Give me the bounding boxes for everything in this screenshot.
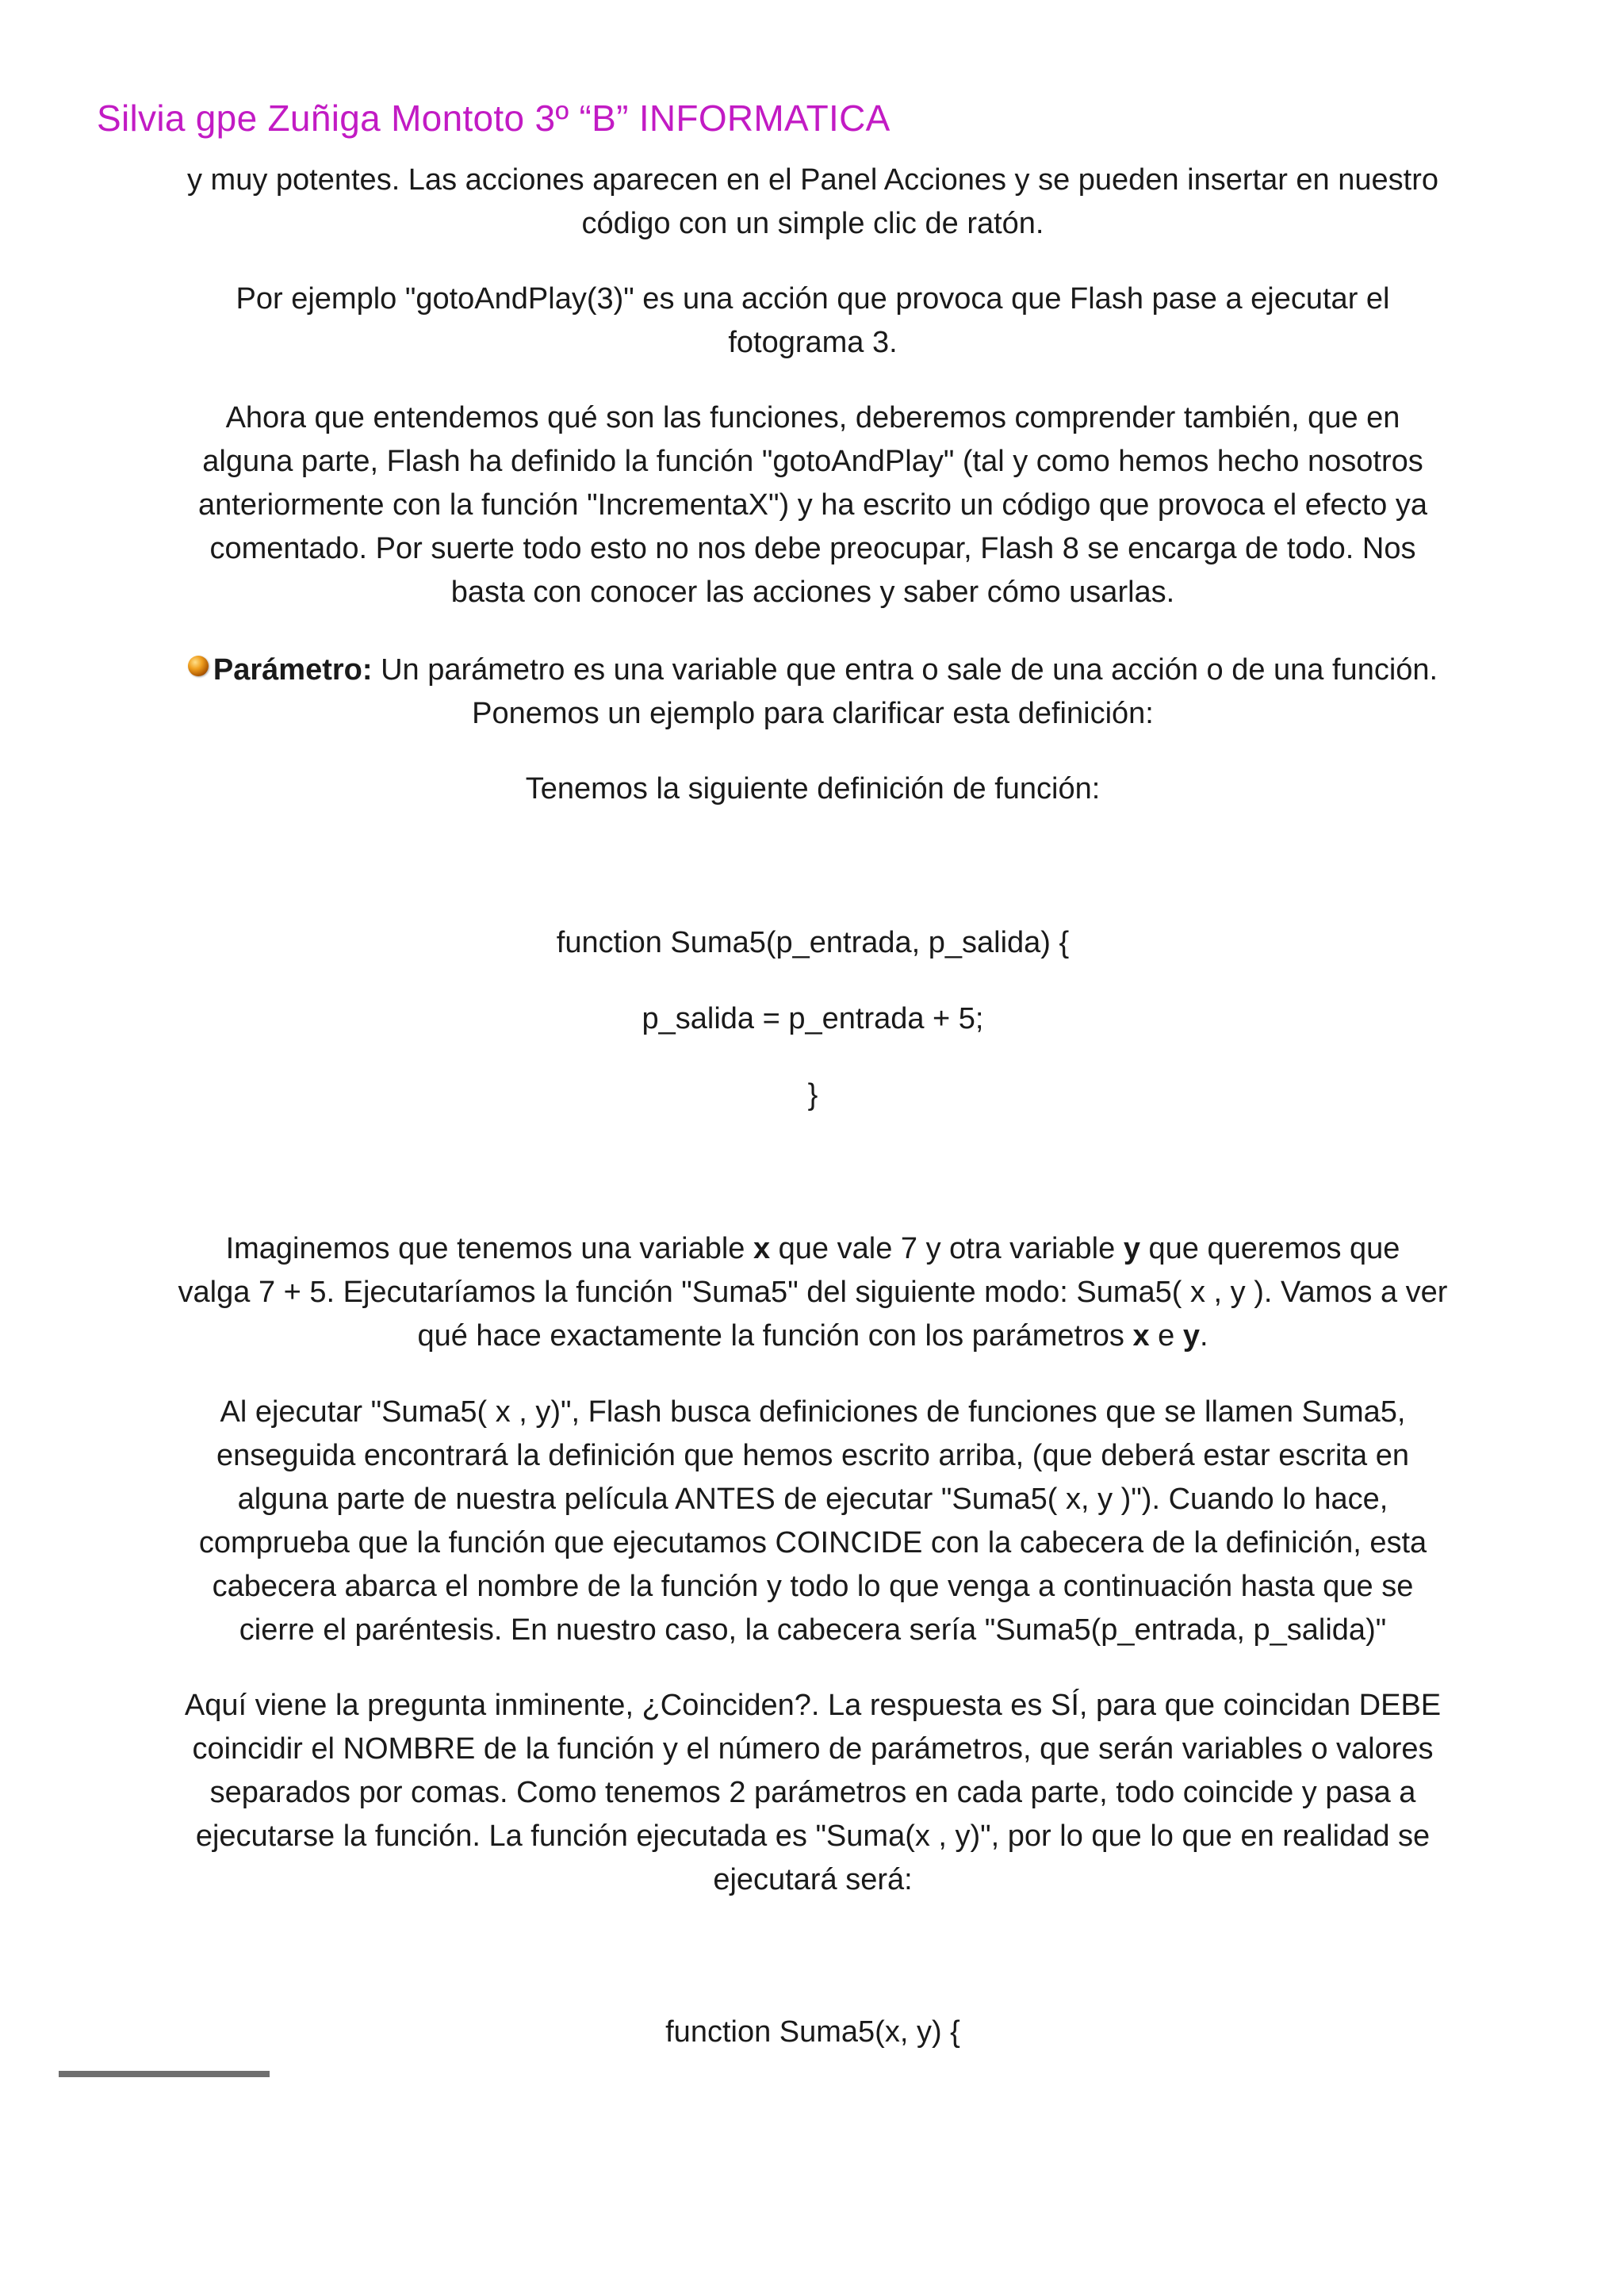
text-line: Aquí viene la pregunta inminente, ¿Coinciden?. La respuesta es SÍ, para que coincidan DEBE: [184, 1689, 1442, 1722]
text-line: alguna parte de nuestra película ANTES de ejecutar "Suma5( x, y )"). Cuando lo hace,: [237, 1483, 1388, 1516]
text-line: alguna parte, Flash ha definido la función "gotoAndPlay" (tal y como hemos hecho nosotros: [202, 445, 1423, 478]
footer-divider: [59, 2071, 270, 2077]
text-line: comprueba que la función que ejecutamos COINCIDE con la cabecera de la definición, esta: [198, 1526, 1427, 1559]
page-header: Silvia gpe Zuñiga Montoto 3º “B” INFORMATICA: [97, 98, 891, 139]
paragraph-imagine: [119, 1227, 1507, 1358]
text-line: comentado. Por suerte todo esto no nos debe preocupar, Flash 8 se encarga de todo. Nos: [209, 532, 1416, 565]
variable-y: y: [1182, 1319, 1200, 1353]
text-line: y muy potentes. Las acciones aparecen en el Panel Acciones y se pueden insertar en nuestro: [187, 163, 1438, 197]
text-line: cierre el paréntesis. En nuestro caso, la cabecera sería "Suma5(p_entrada, p_salida)": [239, 1613, 1387, 1647]
paragraph-definition-intro: [119, 767, 1507, 811]
text-segment: .: [1199, 1319, 1208, 1353]
text-line: enseguida encontrará la definición que hemos escrito arriba, (que deberá estar escrita en: [216, 1439, 1409, 1472]
code-line: [119, 997, 1507, 1041]
paragraph-question: [119, 1684, 1507, 1902]
variable-x: x: [1132, 1319, 1150, 1353]
paragraph-execution: [119, 1391, 1507, 1652]
term-parametro: Parámetro:: [213, 653, 373, 687]
text-segment: qué hace exactamente la función con los parámetros: [417, 1319, 1133, 1353]
text-line: Tenemos la siguiente definición de función:: [525, 772, 1101, 806]
code-text: function Suma5(p_entrada, p_salida) {: [556, 926, 1070, 959]
paragraph-functions: [119, 396, 1507, 614]
text-line: cabecera abarca el nombre de la función y todo lo que venga a continuación hasta que se: [212, 1570, 1414, 1603]
text-line: anteriormente con la función "IncrementaX") y ha escrito un código que provoca el efecto ya: [198, 488, 1427, 522]
code-text: }: [807, 1078, 818, 1112]
text-line: ejecutarse la función. La función ejecutada es "Suma(x , y)", por lo que lo que en realidad se: [195, 1820, 1431, 1853]
paragraph-example: [119, 277, 1507, 365]
text-line: Ponemos un ejemplo para clarificar esta definición:: [472, 697, 1154, 730]
text-line: [119, 1314, 1507, 1358]
text-line: Ahora que entendemos qué son las funciones, deberemos comprender también, que en: [225, 401, 1400, 434]
text-line: ejecutará será:: [713, 1863, 913, 1896]
code-line: [119, 1073, 1507, 1117]
text-line: valga 7 + 5. Ejecutaríamos la función "Suma5" del siguiente modo: Suma5( x , y ). Vamos a ver: [178, 1276, 1448, 1309]
text-segment: que queremos que: [1139, 1232, 1400, 1265]
paragraph-actions: [119, 159, 1507, 246]
paragraph-parameter: [119, 649, 1507, 736]
text-line: [119, 649, 1507, 692]
text-line: separados por comas. Como tenemos 2 parámetros en cada parte, todo coincide y pasa a: [209, 1776, 1416, 1809]
text-line: Al ejecutar "Suma5( x , y)", Flash busca definiciones de funciones que se llamen Suma5,: [220, 1395, 1406, 1429]
text-line: [119, 1227, 1507, 1271]
text-segment: e: [1149, 1319, 1183, 1353]
text-line: fotograma 3.: [728, 326, 898, 359]
orange-sphere-bullet-icon: [188, 656, 209, 676]
text-line: Por ejemplo "gotoAndPlay(3)" es una acción que provoca que Flash pase a ejecutar el: [236, 282, 1390, 316]
text-segment: Un parámetro es una variable que entra o sale de una acción o de una función.: [372, 653, 1438, 687]
text-segment: Imaginemos que tenemos una variable: [225, 1232, 753, 1265]
code-text: function Suma5(x, y) {: [665, 2015, 960, 2049]
code-line: [119, 921, 1507, 965]
variable-x: x: [753, 1232, 771, 1265]
text-line: código con un simple clic de ratón.: [581, 207, 1044, 240]
code-line: [119, 2011, 1507, 2054]
text-line: coincidir el NOMBRE de la función y el número de parámetros, que serán variables o valores: [192, 1732, 1434, 1766]
text-line: basta con conocer las acciones y saber cómo usarlas.: [450, 576, 1175, 609]
code-text: p_salida = p_entrada + 5;: [642, 1002, 984, 1035]
variable-y: y: [1123, 1232, 1140, 1265]
text-segment: que vale 7 y otra variable: [770, 1232, 1124, 1265]
